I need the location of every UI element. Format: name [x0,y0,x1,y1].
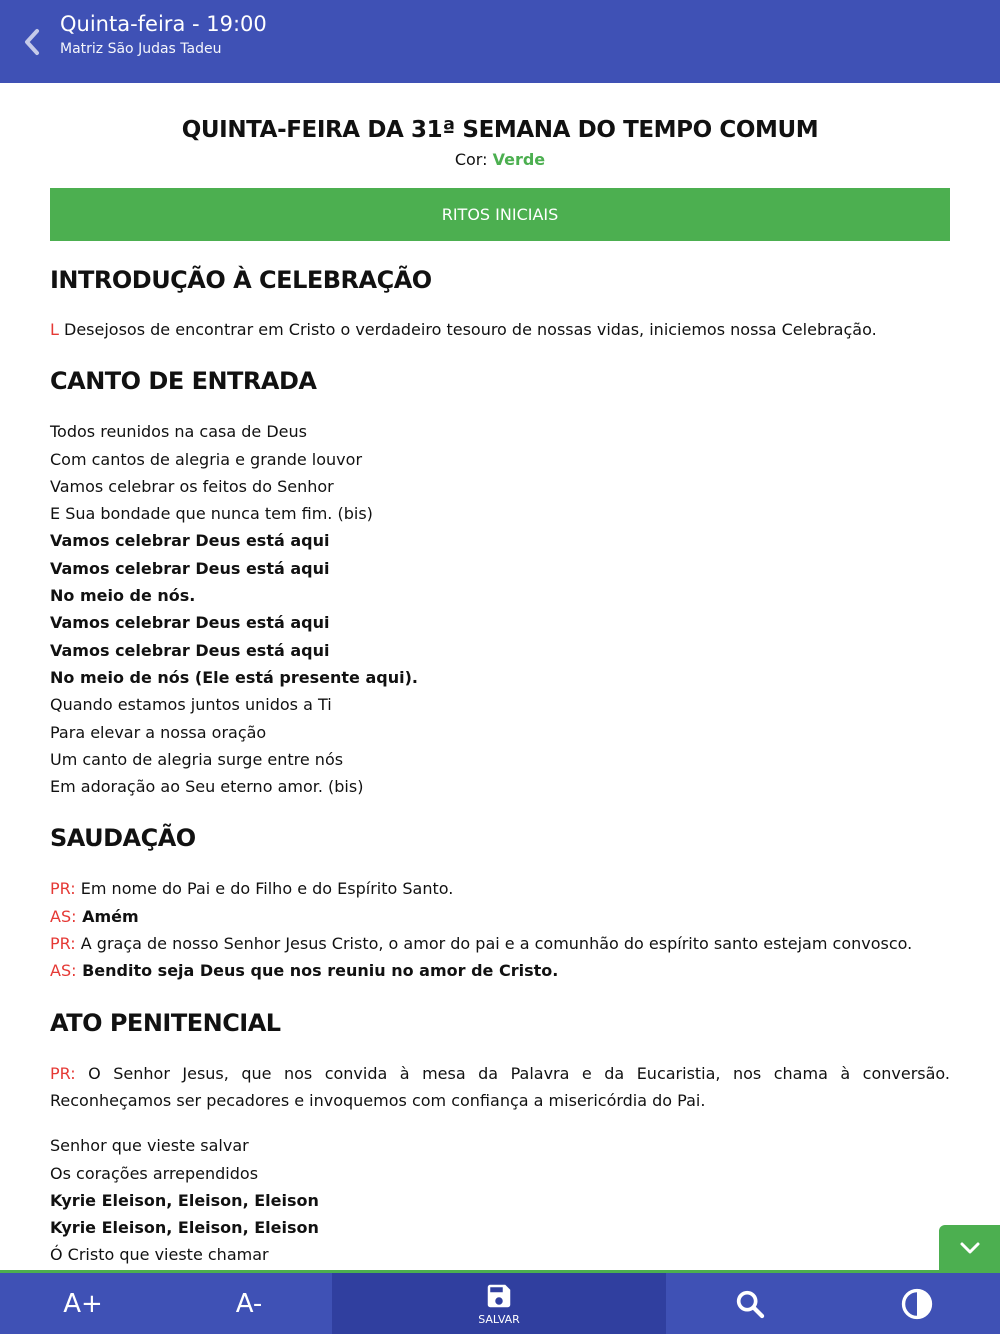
line-text: Ó Cristo que vieste chamar [50,1245,269,1265]
heading-introducao: INTRODUÇÃO À CELEBRAÇÃO [50,266,432,294]
line-text: Em adoração ao Seu eterno amor. (bis) [50,777,364,797]
scroll-down-button[interactable] [939,1225,1000,1270]
font-decrease-button[interactable]: A- [235,1288,263,1319]
color-label: Cor: [454,150,488,169]
section-bar-ritos-iniciais: RITOS INICIAIS [50,188,950,241]
lyric-line [50,637,950,664]
lyric-line [50,418,950,445]
contrast-button[interactable] [833,1273,1000,1334]
dialogue-line [50,930,950,957]
line-text: Kyrie Eleison, Eleison, Eleison [50,1190,319,1210]
canto-entrada-lyrics [50,418,950,800]
back-chevron-icon [21,27,43,57]
save-label: SALVAR [478,1313,520,1326]
app-header [0,0,1000,83]
lyric-line [50,527,950,554]
lyric-line [50,1132,950,1159]
header-title: Quinta-feira - 19:00 [60,12,267,36]
lyric-line [50,746,950,773]
speaker-label: L [50,320,59,339]
liturgy-content[interactable] [0,83,1000,1270]
lyric-line [50,609,950,636]
introducao-text: Desejosos de encontrar em Cristo o verdadeiro tesouro de nossas vidas, iniciemos nossa Celebração. [64,320,877,339]
line-text: Vamos celebrar os feitos do Senhor [50,476,334,496]
line-text: Bendito seja Deus que nos reuniu no amor de Cristo. [82,961,559,981]
contrast-icon [900,1287,934,1321]
lyric-line [50,446,950,473]
font-increase-button[interactable]: A+ [63,1288,103,1319]
line-text: Vamos celebrar Deus está aqui [50,640,330,660]
page-title: QUINTA-FEIRA DA 31ª SEMANA DO TEMPO COMUM [181,117,819,143]
line-text: No meio de nós. [50,586,196,606]
line-text: Quando estamos juntos unidos a Ti [50,695,332,715]
save-icon [484,1281,514,1311]
search-icon [733,1287,767,1321]
lyric-line [50,719,950,746]
lyric-line [50,1214,950,1241]
ato-penitencial-text: O Senhor Jesus, que nos convida à mesa da Palavra e da Eucaristia, nos chama à conversão. Reconheçamos ser pecadores e invoquemos com confiança a misericórdia do Pai. [50,1063,951,1110]
lyric-line [50,473,950,500]
saudacao-dialogue [50,875,950,984]
dialogue-line [50,957,950,984]
lyric-line [50,1187,950,1214]
speaker-label: PR: [50,879,76,899]
lyric-line [50,582,950,609]
line-text: Vamos celebrar Deus está aqui [50,558,330,578]
line-text: Vamos celebrar Deus está aqui [50,613,330,633]
line-text: A graça de nosso Senhor Jesus Cristo, o amor do pai e a comunhão do espírito santo estejam convosco. [80,934,913,954]
lyric-line [50,664,950,691]
line-text: Um canto de alegria surge entre nós [50,749,344,769]
heading-ato-penitencial: ATO PENITENCIAL [50,1008,281,1037]
line-text: Amém [82,906,139,926]
line-text: Para elevar a nossa oração [50,722,267,742]
ato-penitencial-lyrics [50,1132,950,1268]
bottom-toolbar [0,1270,1000,1334]
lyric-line [50,1241,950,1268]
lyric-line [50,555,950,582]
dialogue-line [50,875,950,902]
back-button[interactable] [14,24,50,60]
save-button[interactable] [332,1273,666,1334]
line-text: Kyrie Eleison, Eleison, Eleison [50,1218,319,1238]
lyric-line [50,500,950,527]
heading-saudacao: SAUDAÇÃO [50,824,196,853]
line-text: Com cantos de alegria e grande louvor [50,449,363,469]
lyric-line [50,1160,950,1187]
color-value: Verde [492,150,546,169]
line-text: Todos reunidos na casa de Deus [50,422,307,442]
line-text: Os corações arrependidos [50,1163,259,1183]
chevron-down-icon [959,1241,981,1255]
speaker-label: PR: [50,1063,76,1083]
dialogue-line [50,903,950,930]
line-text: Em nome do Pai e do Filho e do Espírito Santo. [80,879,454,899]
lyric-line [50,773,950,800]
heading-canto-entrada: CANTO DE ENTRADA [50,367,317,396]
line-text: Vamos celebrar Deus está aqui [50,531,330,551]
search-button[interactable] [666,1273,833,1334]
line-text: E Sua bondade que nunca tem fim. (bis) [50,504,373,524]
speaker-label: AS: [50,961,77,981]
liturgical-color [50,149,950,171]
introducao-paragraph [50,316,950,343]
lyric-line [50,691,950,718]
speaker-label: AS: [50,906,77,926]
line-text: Senhor que vieste salvar [50,1136,249,1156]
ato-penitencial-paragraph [50,1060,950,1115]
header-subtitle: Matriz São Judas Tadeu [60,41,222,57]
line-text: No meio de nós (Ele está presente aqui). [50,667,418,687]
speaker-label: PR: [50,934,76,954]
